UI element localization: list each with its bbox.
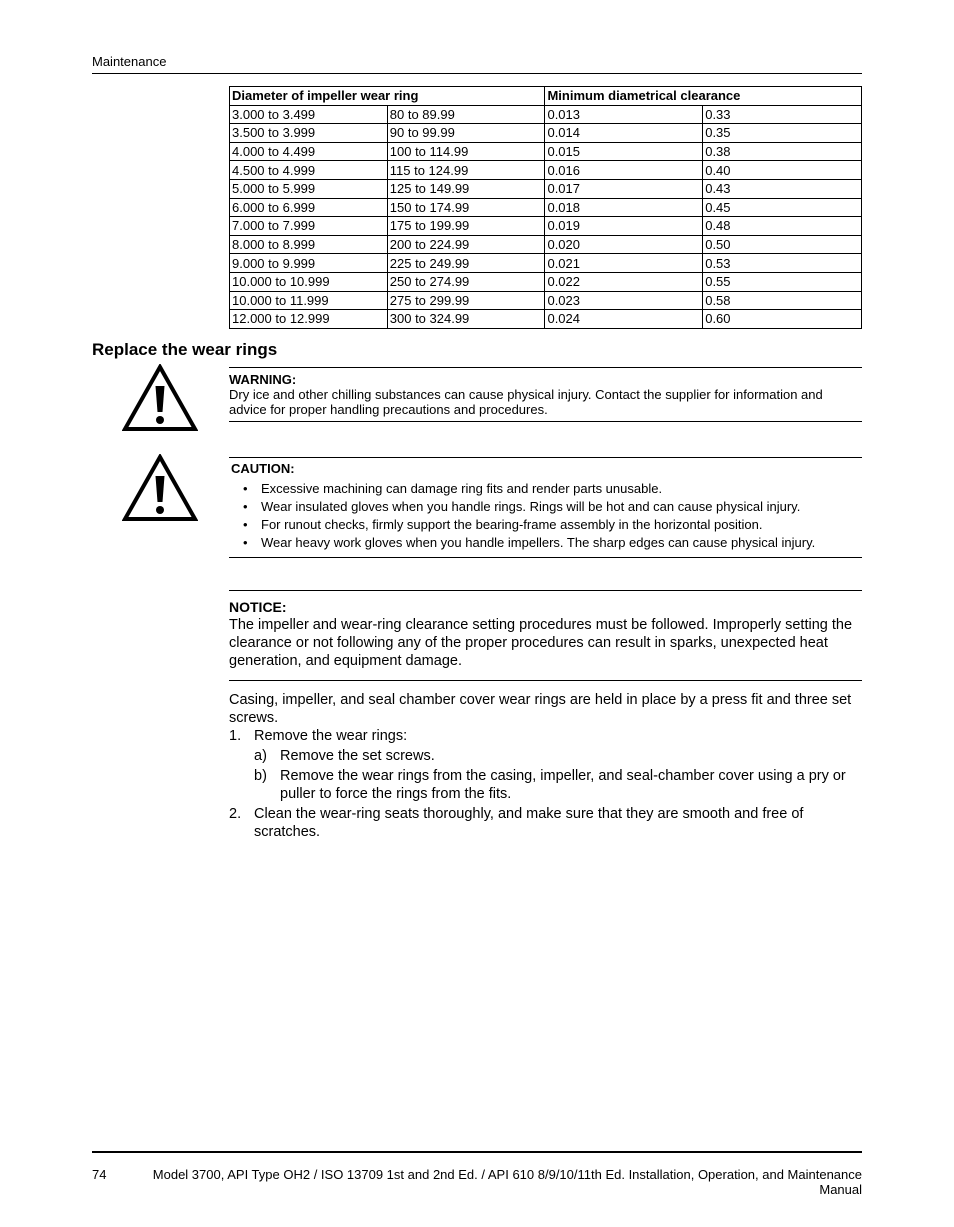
table-cell: 0.58 (703, 291, 862, 310)
table-cell: 0.023 (545, 291, 703, 310)
caution-title: CAUTION: (231, 461, 295, 476)
table-row (230, 105, 862, 124)
substep-text: Remove the wear rings from the casing, impeller, and seal-chamber cover using a pry or puller to force the rings from the fits. (280, 768, 846, 802)
step-text: Clean the wear-ring seats thoroughly, and make sure that they are smooth and free of scratches. (254, 806, 804, 840)
table-cell: 275 to 299.99 (387, 291, 545, 310)
table-cell: 0.024 (545, 310, 703, 329)
table-cell: 0.018 (545, 198, 703, 217)
notice-text: The impeller and wear-ring clearance setting procedures must be followed. Improperly setting the clearance or not following any of the proper procedures can result in sparks, unexpected heat generation, and equipment damage. (229, 617, 853, 669)
procedure-step (229, 727, 862, 803)
table-cell: 300 to 324.99 (387, 310, 545, 329)
header-divider (92, 73, 862, 74)
notice-top-rule (229, 590, 862, 591)
table-row (230, 310, 862, 329)
table-cell: 0.43 (703, 179, 862, 198)
caution-bottom-rule (229, 557, 862, 558)
table-cell: 0.019 (545, 217, 703, 236)
table-row (230, 217, 862, 236)
table-header-clearance: Minimum diametrical clearance (545, 87, 862, 106)
table-row (230, 291, 862, 310)
table-cell: 10.000 to 10.999 (230, 272, 388, 291)
procedure-body (229, 691, 862, 841)
table-row (230, 235, 862, 254)
table-cell: 0.33 (703, 105, 862, 124)
table-cell: 90 to 99.99 (387, 124, 545, 143)
table-cell: 0.50 (703, 235, 862, 254)
list-item: • Wear insulated gloves when you handle rings. Rings will be hot and can cause physical injury. (229, 498, 862, 516)
intro-paragraph: Casing, impeller, and seal chamber cover wear rings are held in place by a press fit and three set screws. (229, 692, 852, 726)
section-title: Replace the wear rings (92, 340, 278, 359)
table-cell: 9.000 to 9.999 (230, 254, 388, 273)
procedure-steps (229, 727, 862, 841)
table-cell: 125 to 149.99 (387, 179, 545, 198)
footer-divider (92, 1151, 862, 1153)
footer-manual-title: Model 3700, API Type OH2 / ISO 13709 1st and 2nd Ed. / API 610 8/9/10/11th Ed. Installation, Operation, and Maintenance Manual (152, 1167, 862, 1197)
wear-ring-clearance-table (229, 86, 862, 329)
substep (254, 767, 862, 803)
table-row (230, 142, 862, 161)
page-number: 74 (92, 1167, 107, 1182)
table-cell: 7.000 to 7.999 (230, 217, 388, 236)
table-cell: 0.53 (703, 254, 862, 273)
caution-list (229, 480, 862, 552)
caution-hazard-icon (122, 454, 198, 522)
table-cell: 115 to 124.99 (387, 161, 545, 180)
table-header-row (230, 87, 862, 106)
substep-letter: b) (254, 768, 267, 784)
notice-bottom-rule (229, 680, 862, 681)
list-item: • For runout checks, firmly support the bearing-frame assembly in the horizontal position. (229, 516, 862, 534)
notice-message (229, 598, 862, 670)
substep (254, 747, 862, 765)
table-cell: 150 to 174.99 (387, 198, 545, 217)
notice-title: NOTICE: (229, 599, 287, 615)
warning-message (229, 372, 862, 417)
table-row (230, 124, 862, 143)
table-row (230, 254, 862, 273)
table-cell: 0.015 (545, 142, 703, 161)
table-cell: 200 to 224.99 (387, 235, 545, 254)
table-cell: 4.000 to 4.499 (230, 142, 388, 161)
table-header-diameter: Diameter of impeller wear ring (230, 87, 545, 106)
table-cell: 250 to 274.99 (387, 272, 545, 291)
warning-hazard-icon (122, 364, 198, 432)
step-text: Remove the wear rings: (254, 728, 408, 744)
step-number: 2. (229, 806, 242, 822)
list-item: • Excessive machining can damage ring fits and render parts unusable. (229, 480, 862, 498)
substep-text: Remove the set screws. (280, 748, 435, 764)
warning-top-rule (229, 367, 862, 368)
table-cell: 0.45 (703, 198, 862, 217)
table-cell: 3.000 to 3.499 (230, 105, 388, 124)
table-cell: 0.48 (703, 217, 862, 236)
table-cell: 100 to 114.99 (387, 142, 545, 161)
table-cell: 4.500 to 4.999 (230, 161, 388, 180)
table-cell: 0.020 (545, 235, 703, 254)
table-cell: 0.014 (545, 124, 703, 143)
substep-letter: a) (254, 748, 267, 764)
table-cell: 0.022 (545, 272, 703, 291)
warning-title: WARNING: (229, 372, 297, 387)
table-cell: 80 to 89.99 (387, 105, 545, 124)
table-row (230, 179, 862, 198)
table-cell: 0.021 (545, 254, 703, 273)
substeps (254, 747, 862, 803)
table-cell: 0.013 (545, 105, 703, 124)
table-row (230, 161, 862, 180)
table-cell: 3.500 to 3.999 (230, 124, 388, 143)
table-cell: 0.38 (703, 142, 862, 161)
table-cell: 0.016 (545, 161, 703, 180)
table-row (230, 198, 862, 217)
caution-top-rule (229, 457, 862, 458)
table-cell: 0.55 (703, 272, 862, 291)
table-cell: 12.000 to 12.999 (230, 310, 388, 329)
table-cell: 175 to 199.99 (387, 217, 545, 236)
list-item: • Wear heavy work gloves when you handle impellers. The sharp edges can cause physical injury. (229, 534, 862, 552)
table-cell: 0.40 (703, 161, 862, 180)
table-cell: 8.000 to 8.999 (230, 235, 388, 254)
table-cell: 0.35 (703, 124, 862, 143)
procedure-step (229, 805, 862, 841)
warning-bottom-rule (229, 421, 862, 422)
table-cell: 10.000 to 11.999 (230, 291, 388, 310)
table-cell: 225 to 249.99 (387, 254, 545, 273)
running-header: Maintenance (92, 54, 167, 69)
table-cell: 5.000 to 5.999 (230, 179, 388, 198)
step-number: 1. (229, 728, 242, 744)
warning-text: Dry ice and other chilling substances can cause physical injury. Contact the supplier for information and advice for proper handling precautions and procedures. (229, 387, 823, 417)
caution-message (229, 461, 862, 552)
table-row (230, 272, 862, 291)
table-cell: 0.017 (545, 179, 703, 198)
table-cell: 0.60 (703, 310, 862, 329)
table-cell: 6.000 to 6.999 (230, 198, 388, 217)
